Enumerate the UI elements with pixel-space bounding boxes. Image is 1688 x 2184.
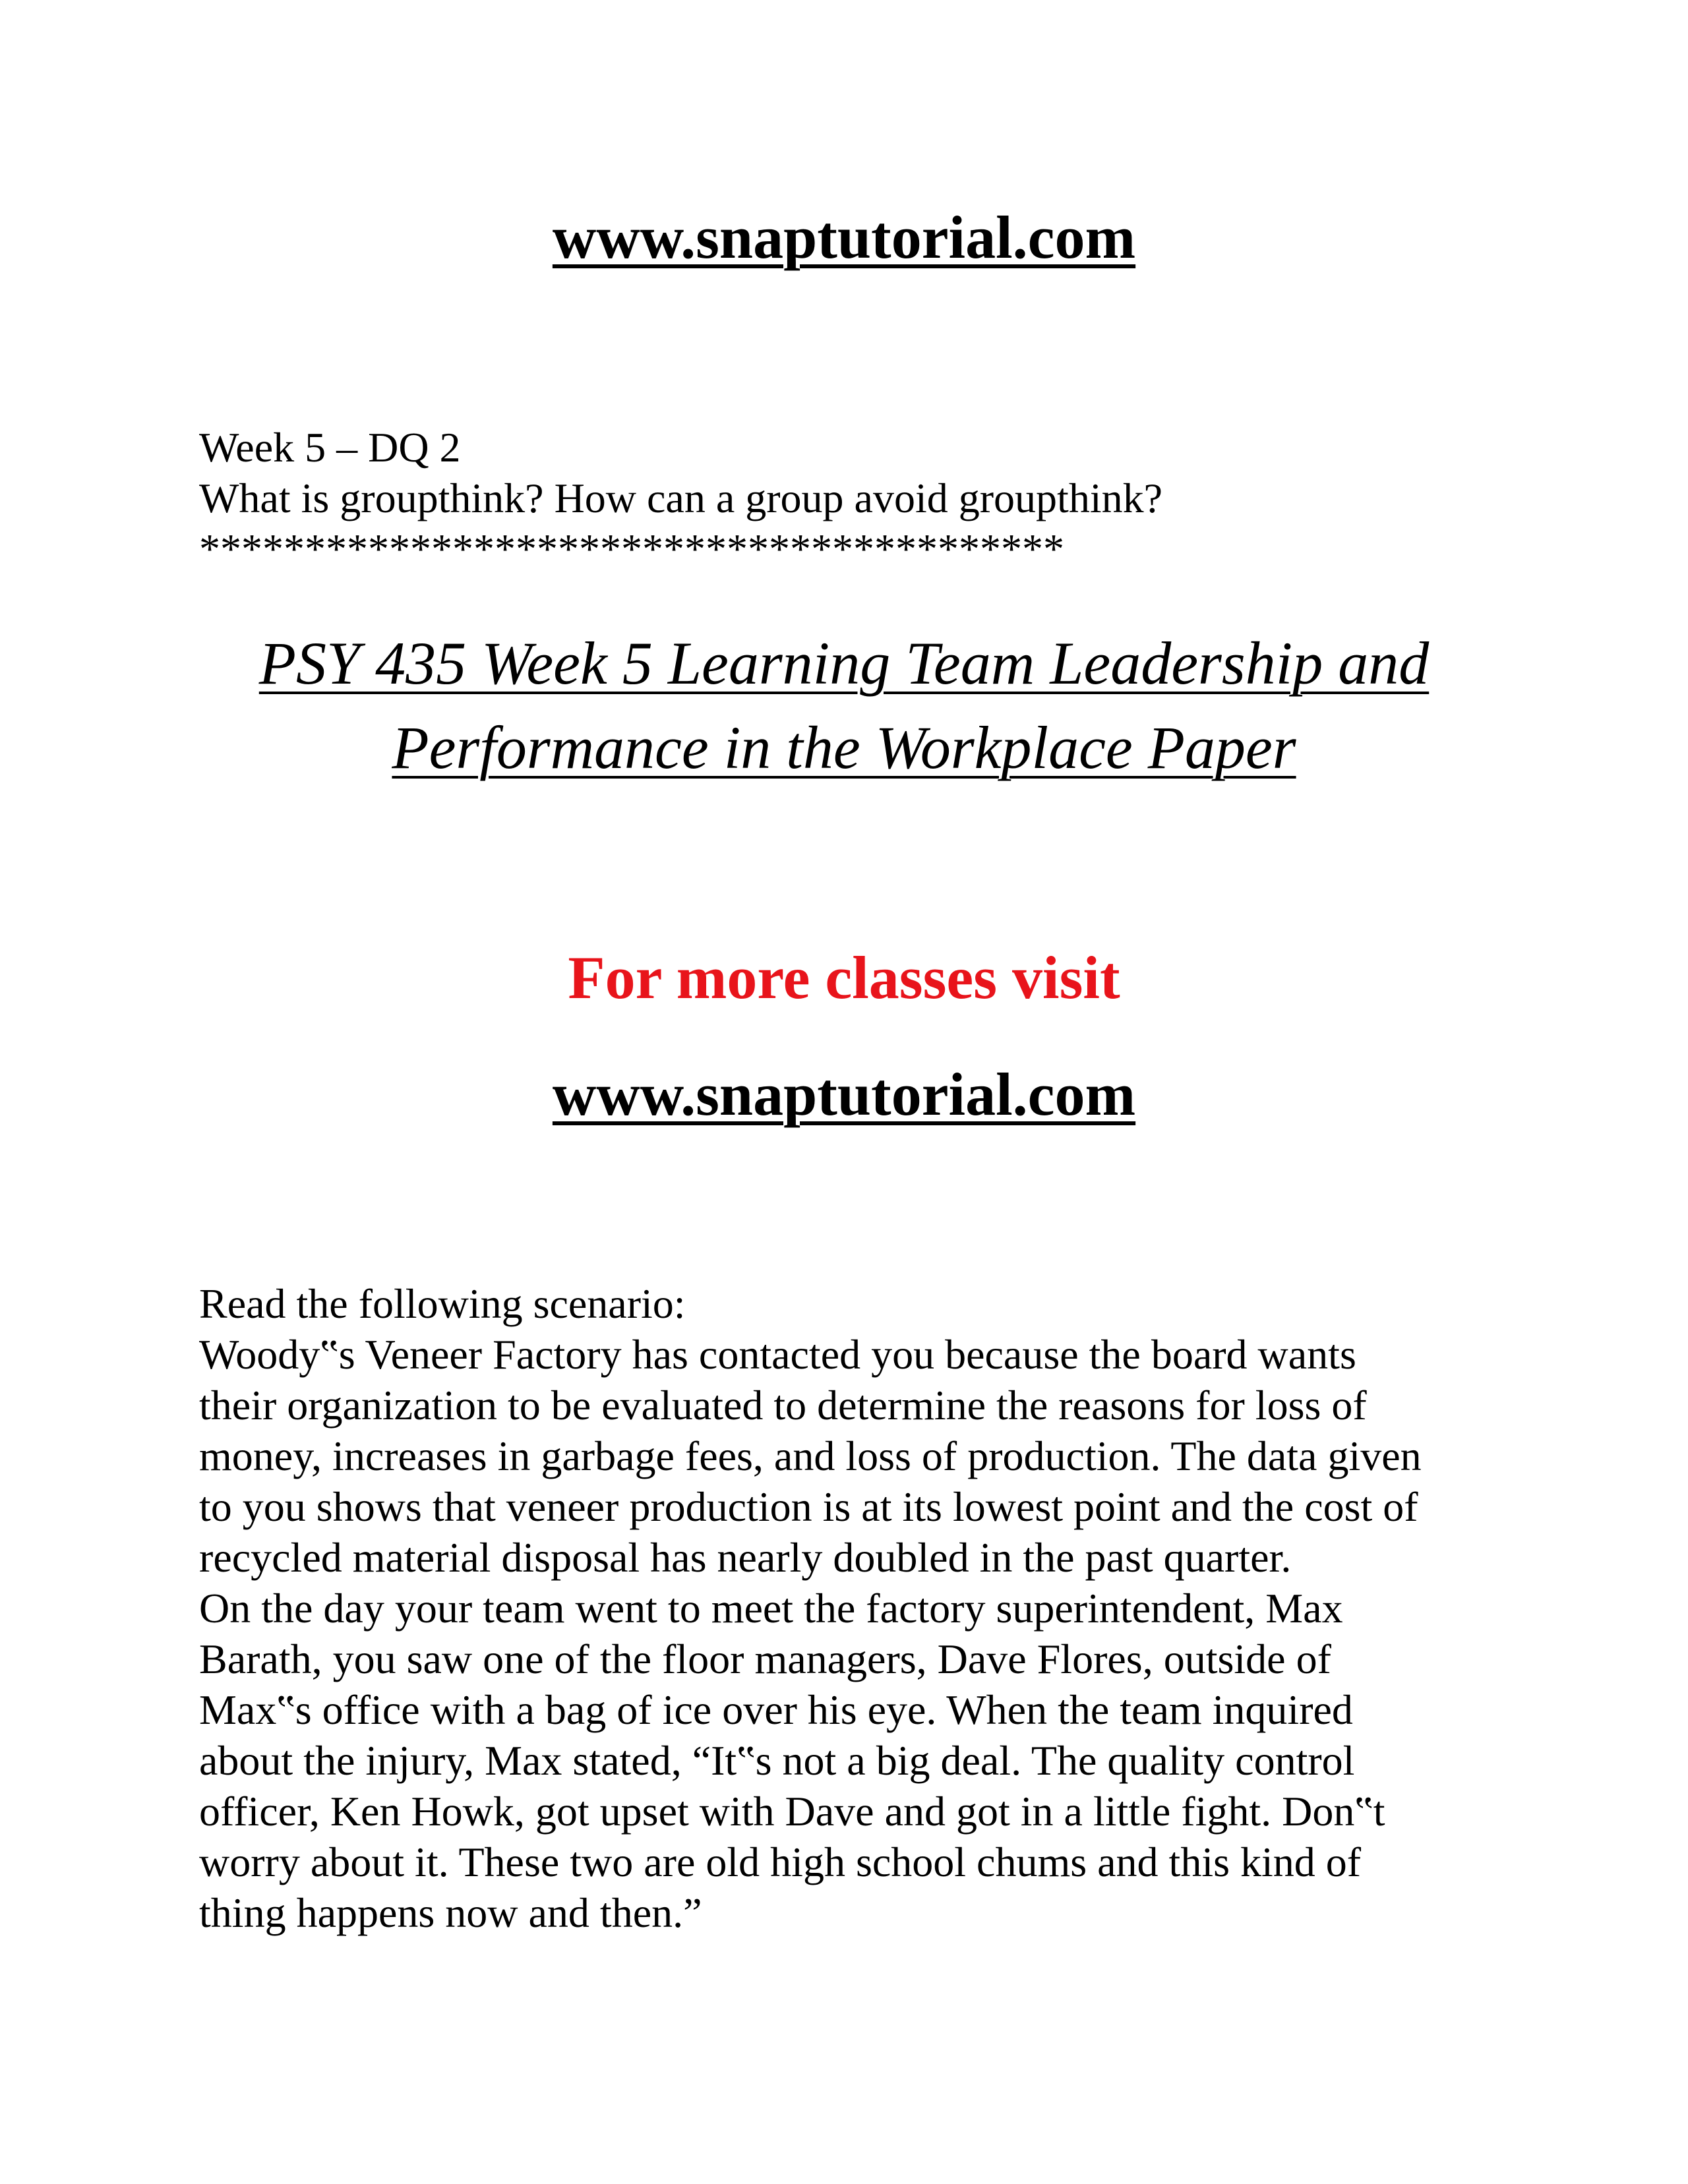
- scenario-line: worry about it. These two are old high school chums and this kind of: [199, 1839, 1362, 1885]
- scenario-line: Max‟s office with a bag of ice over his eye. When the team inquired: [199, 1686, 1353, 1733]
- paper-title: [0, 621, 1688, 790]
- scenario-line: Woody‟s Veneer Factory has contacted you because the board wants: [199, 1331, 1356, 1378]
- discussion-question-block: [199, 422, 1518, 574]
- scenario-line: recycled material disposal has nearly doubled in the past quarter.: [199, 1534, 1292, 1581]
- scenario-line: about the injury, Max stated, “It‟s not a big deal. The quality control: [199, 1737, 1355, 1784]
- discussion-question: What is groupthink? How can a group avoid groupthink?: [199, 475, 1162, 521]
- scenario-line: officer, Ken Howk, got upset with Dave and got in a little fight. Don‟t: [199, 1788, 1385, 1835]
- scenario-line: their organization to be evaluated to determine the reasons for loss of: [199, 1382, 1367, 1429]
- site-link-bottom[interactable]: www.snaptutorial.com: [552, 1061, 1136, 1128]
- scenario-line: to you shows that veneer production is at its lowest point and the cost of: [199, 1483, 1418, 1530]
- scenario-line: Barath, you saw one of the floor managers, Dave Flores, outside of: [199, 1636, 1331, 1682]
- promo-text: For more classes visit: [568, 944, 1120, 1011]
- scenario-line: money, increases in garbage fees, and loss of production. The data given: [199, 1432, 1422, 1479]
- discussion-label: Week 5 – DQ 2: [199, 424, 461, 471]
- site-link-top[interactable]: www.snaptutorial.com: [552, 204, 1136, 271]
- scenario-line: thing happens now and then.”: [199, 1889, 702, 1936]
- separator-line: *****************************************: [199, 525, 1064, 572]
- paper-title-line-1[interactable]: PSY 435 Week 5 Learning Team Leadership and: [258, 630, 1430, 697]
- paper-title-line-2[interactable]: Performance in the Workplace Paper: [392, 714, 1296, 781]
- scenario-line: On the day your team went to meet the factory superintendent, Max: [199, 1585, 1343, 1632]
- scenario-line: Read the following scenario:: [199, 1280, 686, 1327]
- scenario-text: [199, 1278, 1518, 1938]
